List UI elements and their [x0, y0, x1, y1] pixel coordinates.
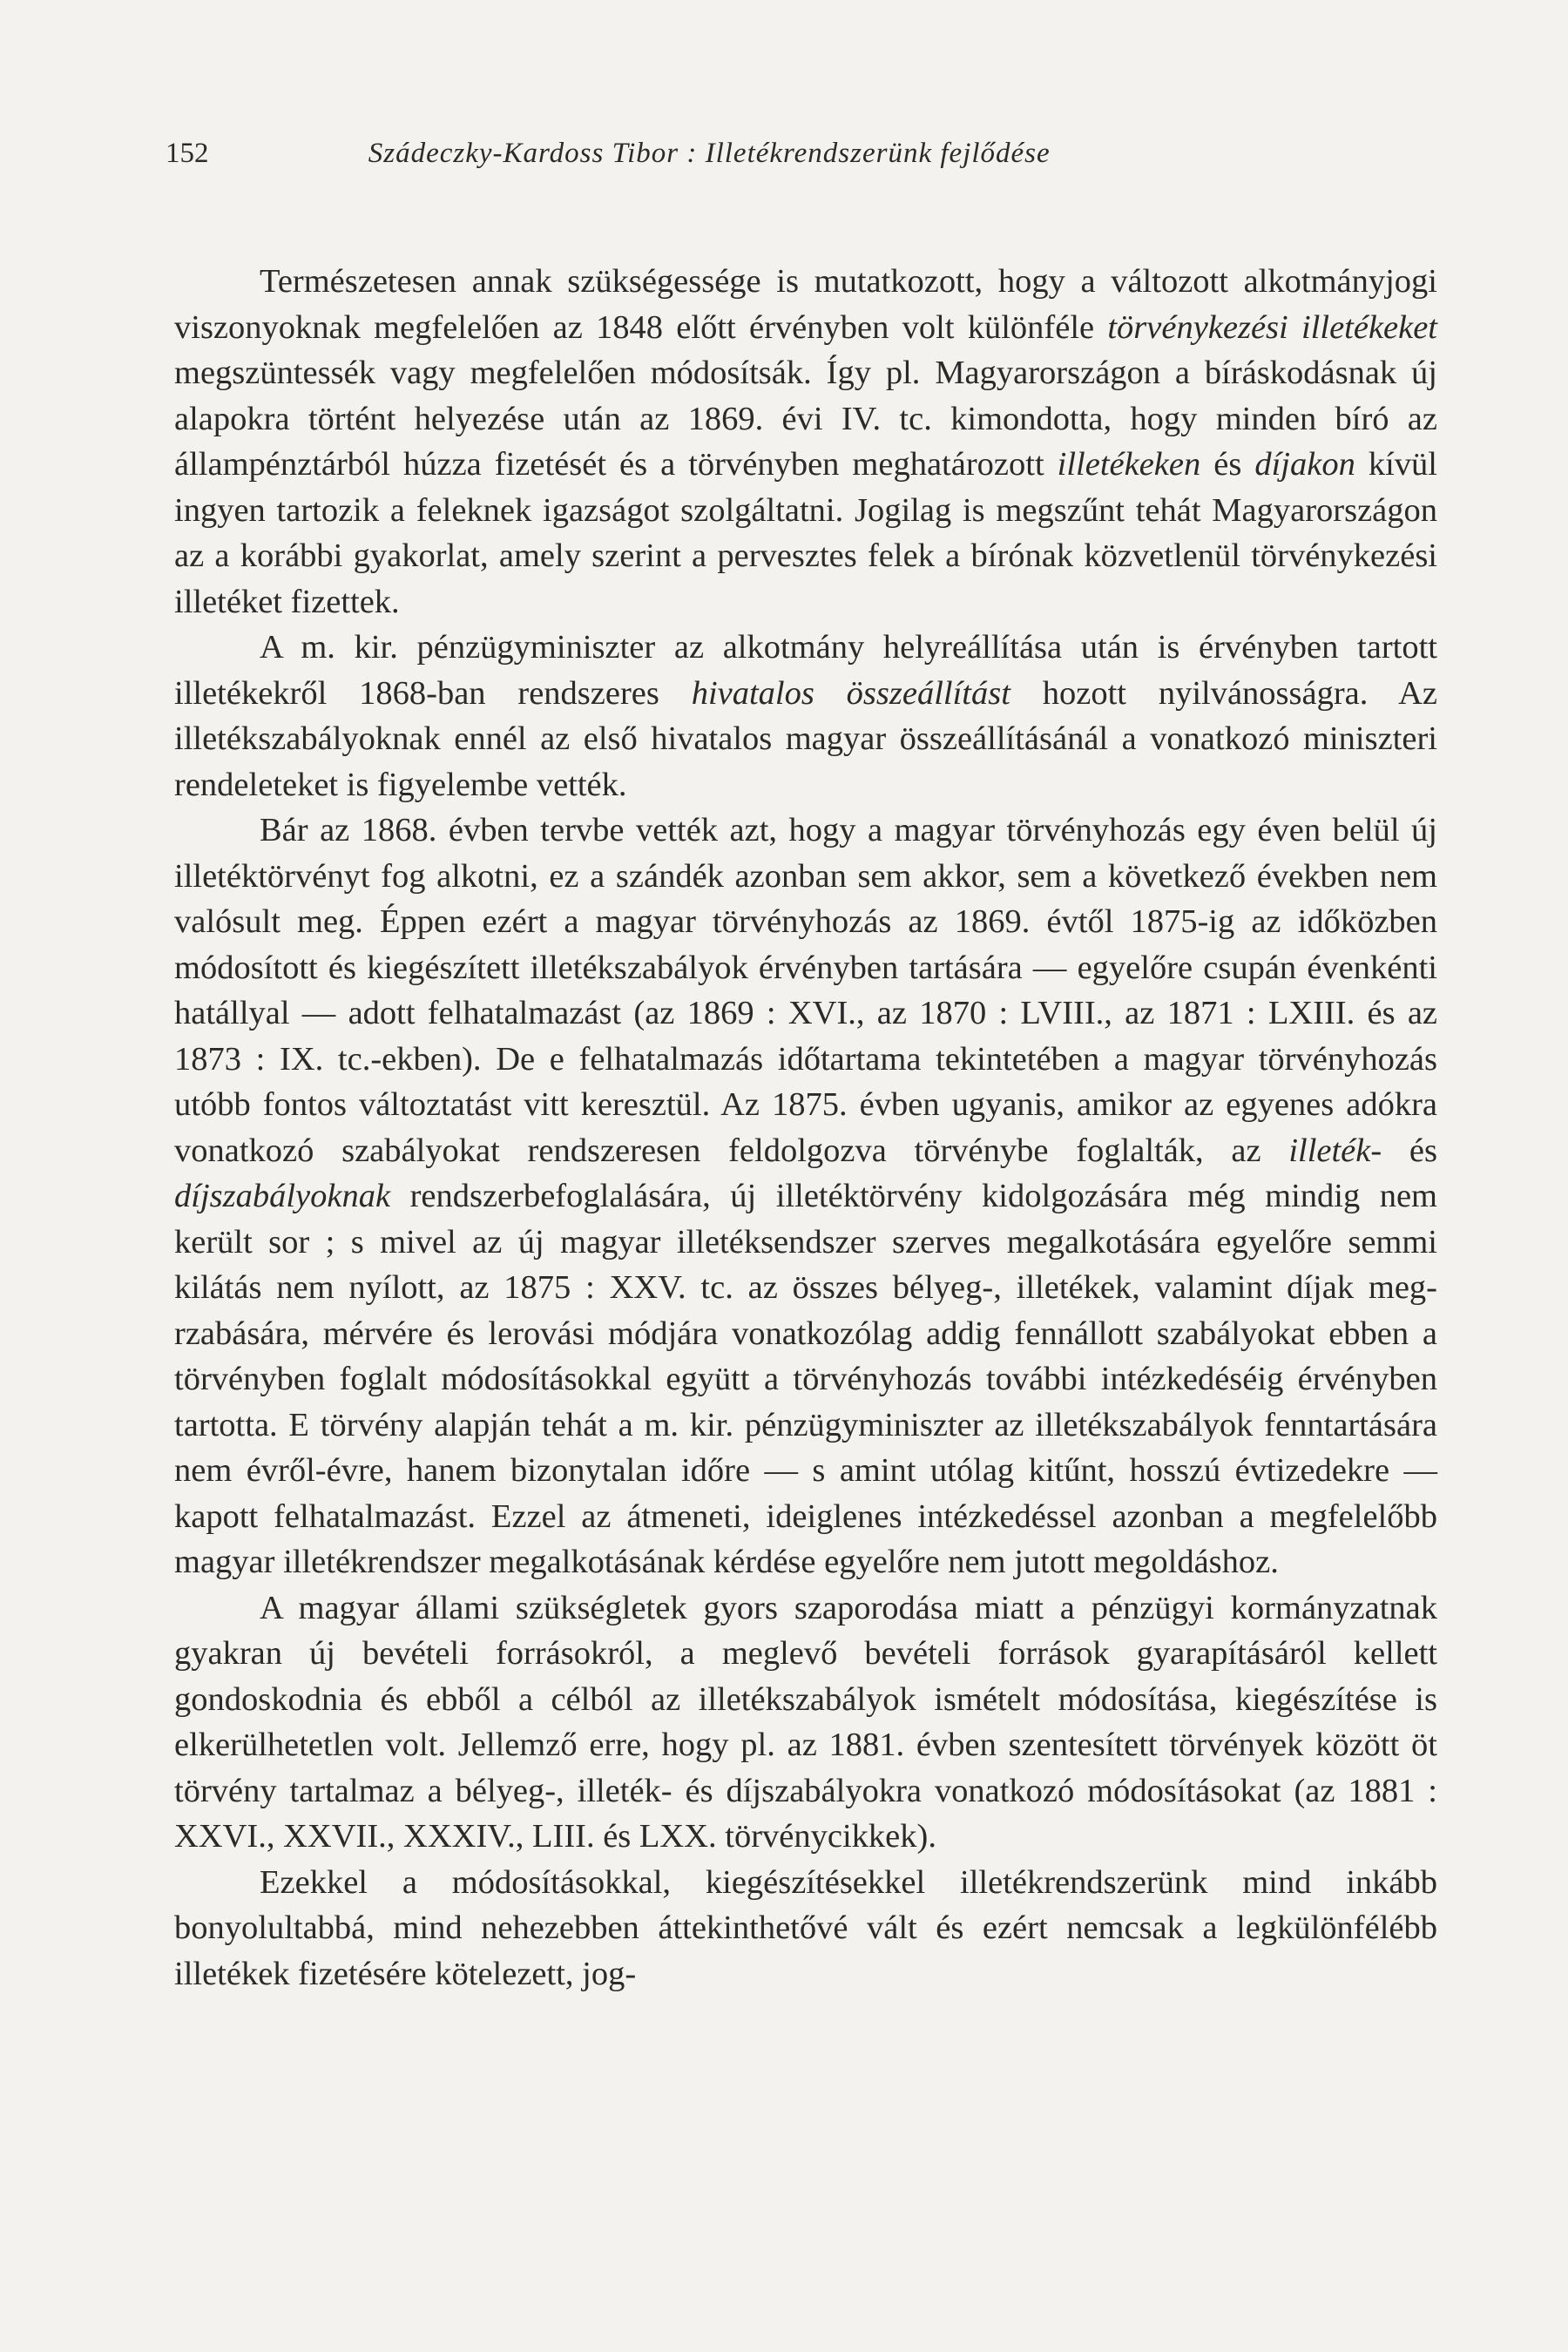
italic-term: hivatalos összeállítást	[691, 674, 1010, 712]
paragraph	[174, 1860, 1437, 1997]
text-run: és	[1382, 1132, 1437, 1169]
text-run: Bár az 1868. évben tervbe vették azt, hogy a magyar törvényhozás egy éven belül új illetéktörvényt fog alkotni, ez a szándék azonban sem akkor, sem a következő években nem valósult meg. Éppen ezért a magyar törvényhozás az 1869. évtől 1875-ig az időközben módosított és kiegészített illetékszabályok érvényben tartására — egyelőre csupán évenkénti hatállyal — adott felhatalmazást (az 1869 : XVI., az 1870 : LVIII., az 1871 : LXIII. és az 1873 : IX. tc.-ekben). De e felhatalmazás időtartama tekintetében a magyar törvényhozás utóbb fontos változtatást vitt keresztül. Az 1875. évben ugyanis, amikor az egyenes adókra vonatkozó szabályokat rendszeresen feldolgozva törvénybe foglalták, az	[174, 812, 1437, 1169]
paragraph	[174, 1585, 1437, 1860]
text-run: kívül ingyen tartozik a feleknek igazságot szolgáltatni. Jogilag is megszűnt tehát Magyarországon az a korábbi gyakorlat, amely szerint a pervesztes felek a bírónak közvetlenül törvénykezési illetéket fizettek.	[174, 446, 1437, 620]
text-run: és	[1200, 446, 1255, 483]
running-title: Szádeczky-Kardoss Tibor : Illetékrendszerünk fejlődése	[368, 138, 1051, 169]
paragraph	[174, 808, 1437, 1585]
italic-term: díjakon	[1254, 446, 1355, 483]
italic-term: díjszabályoknak	[174, 1178, 391, 1214]
text-run: rendszerbefoglalására, új illetéktörvény kidolgozására még mindig nem került sor ; s mivel az új magyar illetéksendszer szerves megalkotására egyelőre semmi kilátás nem nyílott, az 1875 : XXV. tc. az összes bélyeg-, illetékek, valamint díjak megrzabására, mérvére és lerovási módjára vonatkozólag addig fennállott szabályokat ebben a törvényben foglalt módosításokkal együtt a törvényhozás további intézkedéséig érvényben tartotta. E törvény alapján tehát a m. kir. pénzügyminiszter az illetékszabályok fenntartására nem évről-évre, hanem bizonytalan időre — s amint utólag kitűnt, hosszú évtizedekre — kapott felhatalmazást. Ezzel az átmeneti, ideiglenes intézkedéssel azonban a megfelelőbb magyar illetékrendszer megalkotásának kérdése egyelőre nem jutott megoldáshoz.	[174, 1178, 1437, 1580]
text-run: Ezekkel a módosításokkal, kiegészítésekkel illetékrendszerünk mind inkább bonyolultabbá, mind nehezebben áttekinthetővé vált és ezért nemcsak a legkülönfélébb illetékek fizetésére kötelezett, jog-	[174, 1863, 1437, 1992]
page-header	[166, 138, 1429, 170]
page-number: 152	[166, 138, 209, 169]
italic-term: törvénykezési illetékeket	[1107, 308, 1437, 346]
paragraph	[174, 259, 1437, 625]
text-run: hozott nyilvánosságra. Az illetékszabályoknak ennél az első hivatalos magyar összeállításánál a vonatkozó miniszteri rendeleteket is figyelembe vették.	[174, 674, 1437, 803]
body-text	[174, 259, 1437, 1997]
text-run: A m. kir. pénzügyminiszter az alkotmány helyreállítása után is érvényben tartott illetékekről 1868-ban rendszeres	[174, 629, 1437, 712]
paragraph	[174, 625, 1437, 808]
text-run: megszüntessék vagy megfelelően módosítsák. Így pl. Magyarországon a bíráskodásnak új alapokra történt helyezése után az 1869. évi IV. tc. kimondotta, hogy minden bíró az állampénztárból húzza fizetését és a törvényben meghatározott	[174, 355, 1437, 483]
italic-term: illeték-	[1288, 1132, 1382, 1169]
italic-term: illetékeken	[1057, 446, 1201, 483]
text-run: A magyar állami szükségletek gyors szaporodása miatt a pénzügyi kormányzatnak gyakran új bevételi forrásokról, a meglevő bevételi források gyarapításáról kellett gondoskodnia és ebből a célból az illetékszabályok ismételt módosítása, kiegészítése is elkerülhetetlen volt. Jellemző erre, hogy pl. az 1881. évben szentesített törvények között öt törvény tartalmaz a bélyeg-, illeték- és díjszabályokra vonatkozó módosításokat (az 1881 : XXVI., XXVII., XXXIV., LIII. és LXX. törvénycikkek).	[174, 1589, 1437, 1855]
text-run: Természetesen annak szükségessége is mutatkozott, hogy a változott alkotmányjogi viszonyoknak megfelelően az 1848 előtt érvényben volt különféle	[174, 263, 1437, 346]
